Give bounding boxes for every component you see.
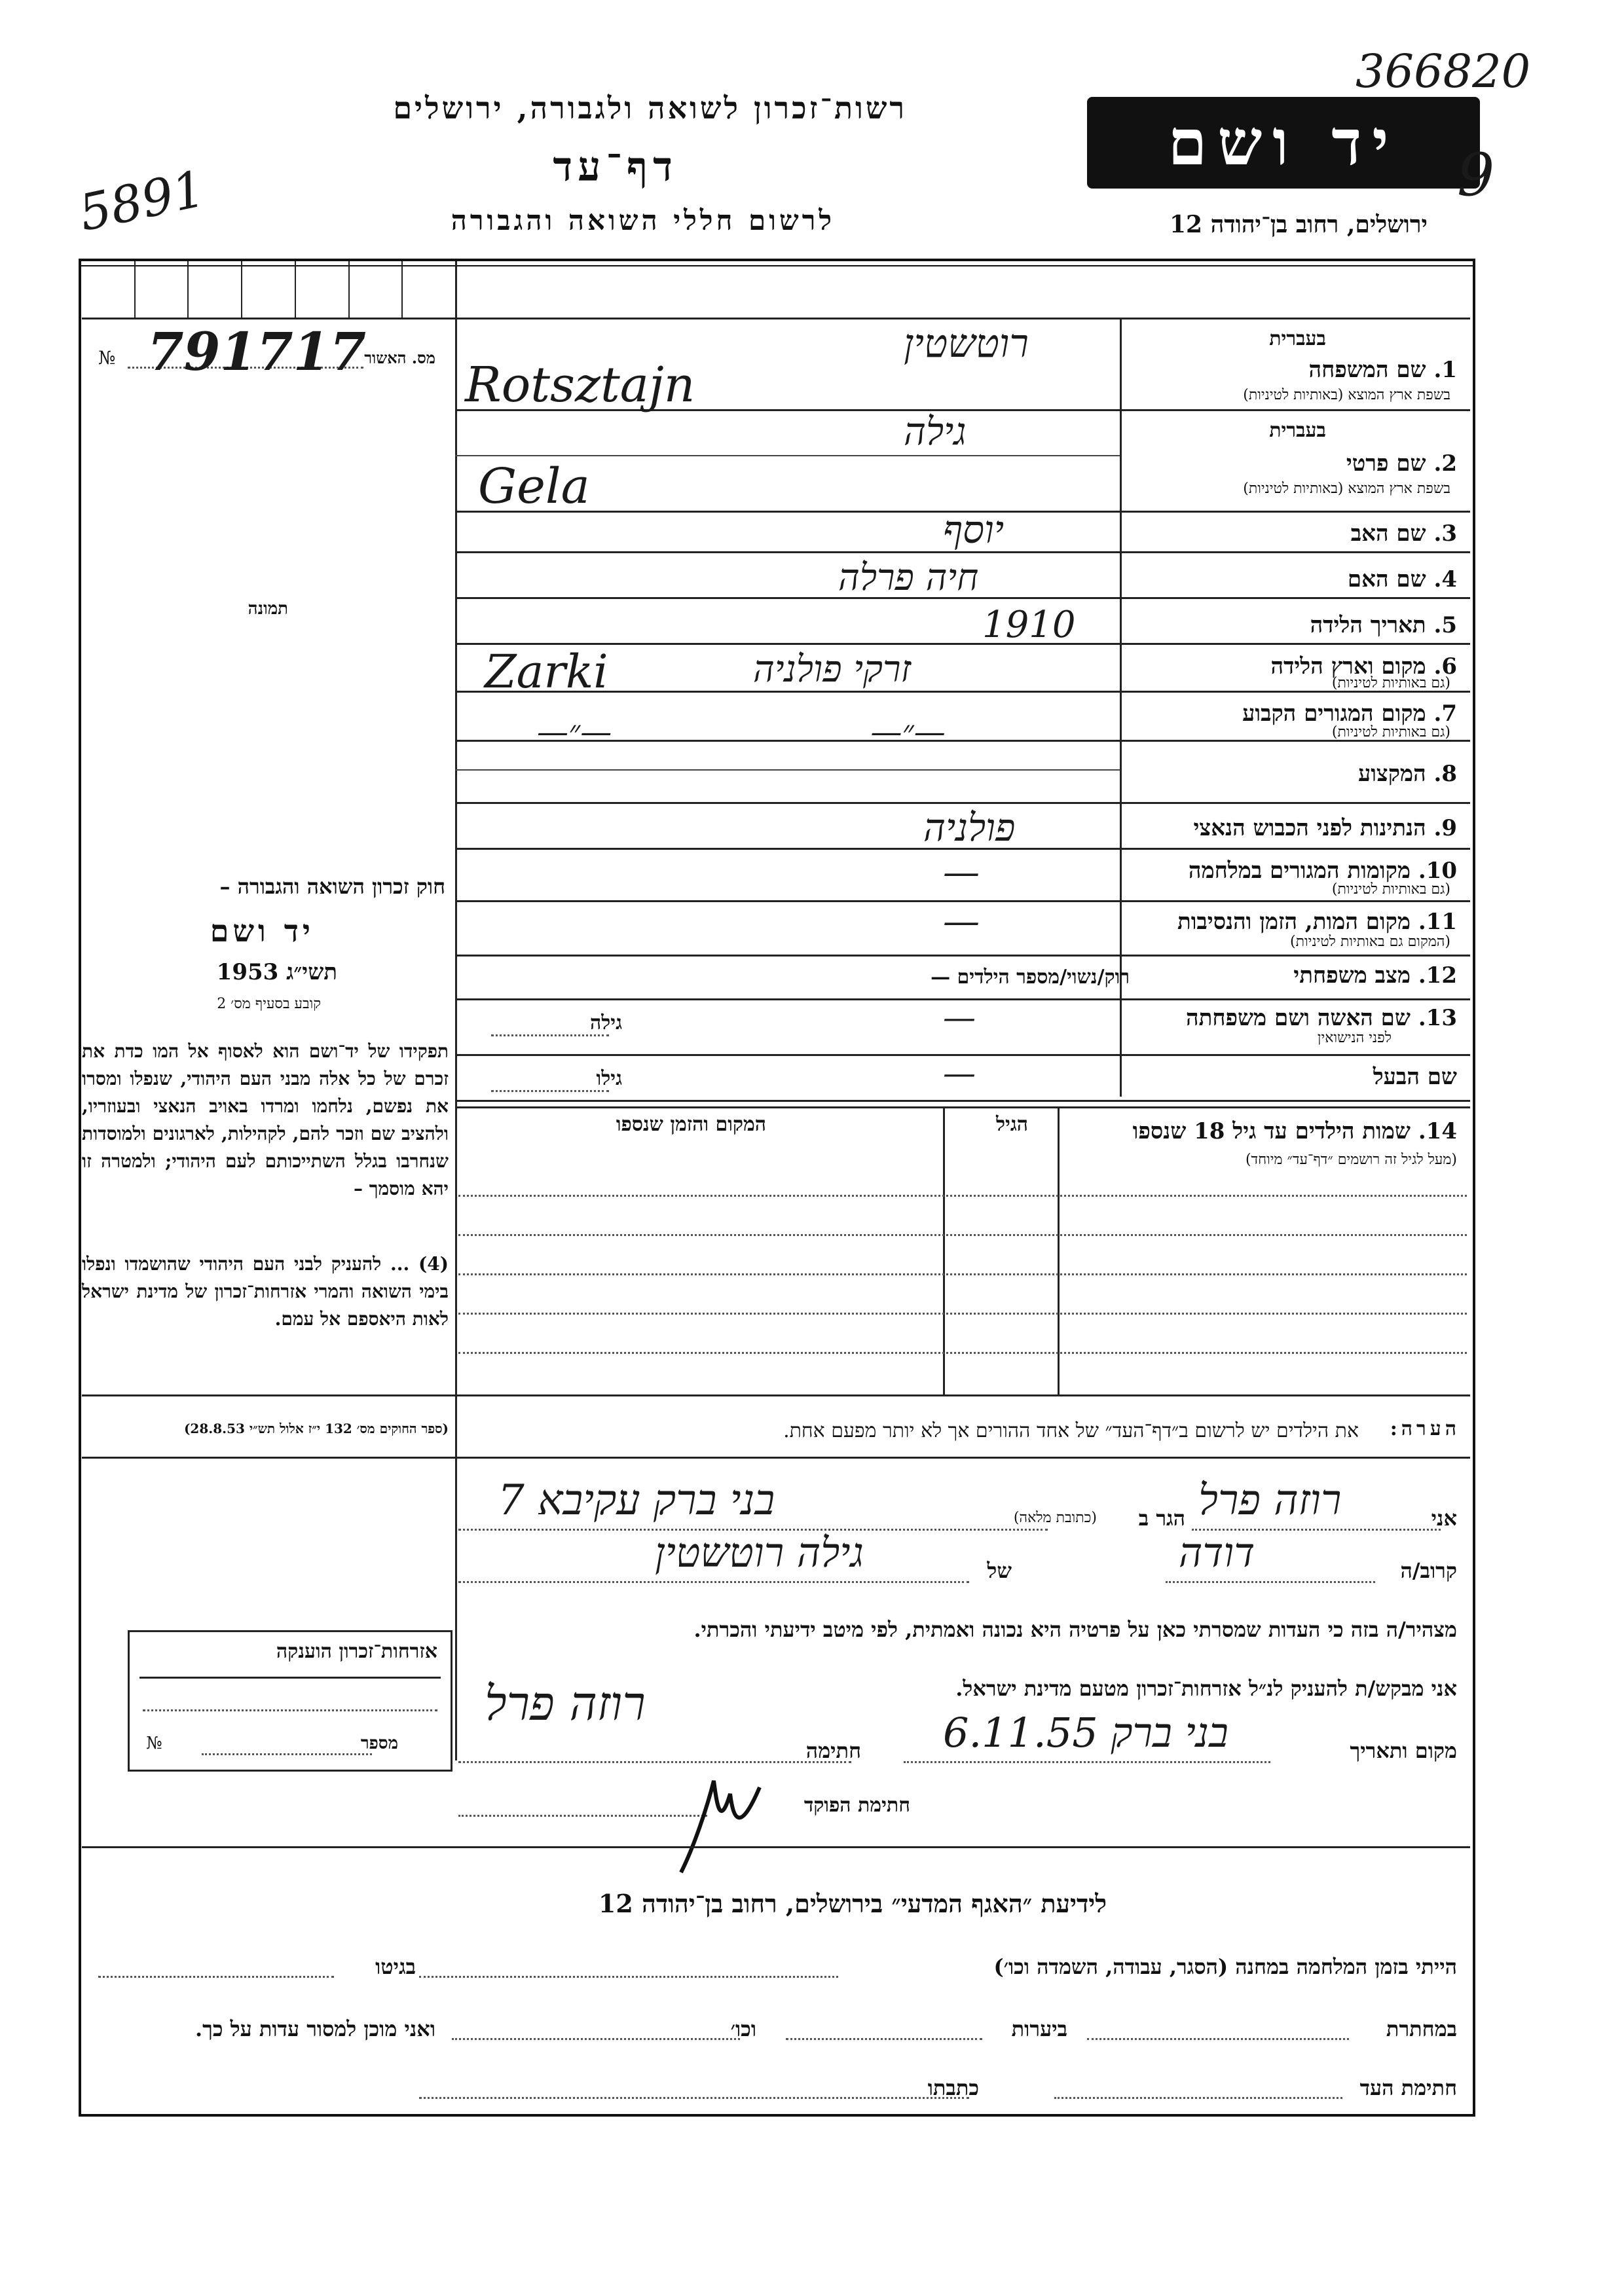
children-label [1133, 1118, 1457, 1144]
field-11-num: 11. [1418, 909, 1457, 935]
husband-extra: גילו [596, 1067, 622, 1090]
decl-relation-label: קרוב/ה [1400, 1558, 1457, 1583]
footer-line-2c: וכו׳ [730, 2016, 756, 2041]
field-2-text: שם פרטי [1346, 450, 1426, 477]
husband-text: שם הבעל [1373, 1064, 1457, 1090]
field-2-value-lat: Gela [478, 458, 590, 515]
field-4-value: חיה פרלה [838, 556, 979, 599]
field-6-num: 6. [1433, 653, 1457, 680]
footer-line-1b: בגיטו [375, 1954, 416, 1979]
field-13-sub: לפני הנישואין [1317, 1030, 1392, 1046]
law-clause: קובע בסעיף מס׳ 2 [217, 996, 321, 1012]
field-12-num: 12. [1418, 962, 1457, 989]
decl-relation-value: דודה [1179, 1529, 1255, 1576]
field-1-sub: בשפת ארץ המוצא (באותיות לטיניות) [1243, 387, 1450, 403]
decl-line-4: אני מבקש/ת להעניק לנ״ל אזרחות־זכרון מטעם מדינת ישראל. [955, 1676, 1457, 1701]
field-8-num: 8. [1433, 761, 1457, 787]
law-year: תשי״ג 1953 [216, 959, 337, 985]
decl-line-3: מצהיר/ה בזה כי העדות שמסרתי כאן על פרטיה היא נכונה ואמתית, לפי מיטב ידיעתי והכרתי. [693, 1617, 1457, 1642]
field-13-num: 13. [1418, 1005, 1457, 1031]
field-9-value: פולניה [923, 805, 1016, 850]
law-title: חוק זכרון השואה והגבורה – [219, 874, 445, 899]
approval-number: 791717 [147, 321, 366, 382]
officer-label: חתימת הפוקד [803, 1794, 910, 1817]
field-3-value: יוסף [943, 507, 1005, 552]
decl-signature-value: רוזה פרל [485, 1676, 646, 1731]
field-11-value: — [943, 900, 980, 943]
law-reference: (ספר החוקים מס׳ 132 י״ז אלול תש״י 28.8.53) [183, 1421, 449, 1436]
footer-line-2d: ואני מוכן למסור עדות על כך. [194, 2016, 435, 2041]
field-9-text: הנתינות לפני הכבוש הנאצי [1193, 815, 1426, 841]
footer-line-2b: ביערות [1011, 2016, 1067, 2041]
field-12-value: רוק/נשוי/מספר הילדים — [931, 966, 1130, 989]
footer-line-3a: חתימת העד [1359, 2075, 1457, 2100]
field-1-text: שם המשפחה [1308, 357, 1426, 383]
children-text: שמות הילדים עד גיל 18 שנספו [1132, 1118, 1411, 1144]
children-col-place: המקום והזמן שנספו [616, 1113, 766, 1136]
field-10-value: — [943, 851, 980, 894]
field-6-sub: (גם באותיות לטיניות) [1331, 675, 1450, 691]
field-7-label [1242, 701, 1457, 727]
field-2-tag: בעברית [1269, 419, 1326, 442]
law-text-2: (4) ... להעניק לבני העם היהודי שהושמדו ונפלו בימי השואה והמרי אזרחות־זכרון של מדינת ישראל לאות היאספם אל עמם. [82, 1253, 449, 1330]
field-13-text: שם האשה ושם משפחתה [1186, 1005, 1411, 1031]
approval-label: מס. האשור [364, 348, 435, 367]
footer-line-2a: במחתרת [1386, 2016, 1457, 2041]
decl-of-value: גילה רוטשטין [655, 1529, 864, 1576]
field-7-num: 7. [1433, 701, 1457, 727]
citizenship-number-label: מספר [360, 1734, 398, 1753]
field-4-text: שם האם [1347, 566, 1426, 592]
page-mark: 9 [1457, 141, 1495, 210]
field-2-num: 2. [1433, 450, 1457, 477]
officer-signature [668, 1768, 773, 1879]
husband-label [1373, 1064, 1457, 1090]
decl-resides-label: הגר ב [1138, 1506, 1185, 1531]
field-12-text: מצב משפחתי [1293, 962, 1411, 989]
citizenship-no-mark: № [146, 1734, 162, 1753]
field-6-value-lat: Zarki [485, 645, 608, 699]
yad-vashem-logo [1087, 97, 1480, 189]
authority-title: רשות־זכרון לשואה ולגבורה, ירושלים [393, 90, 907, 126]
field-1-label [1309, 357, 1457, 383]
field-11-label [1177, 909, 1457, 935]
form-title: דף־עד [553, 143, 678, 191]
decl-i-value: רוזה פרל [1198, 1476, 1342, 1525]
field-9-num: 9. [1433, 815, 1457, 841]
footer-line-1a: הייתי בזמן המלחמה במחנה (הסגר, עבודה, השמדה וכו׳) [993, 1954, 1457, 1979]
field-10-text: מקומות המגורים במלחמה [1188, 858, 1411, 884]
field-13-value: — [943, 998, 976, 1036]
footer-title: לידיעת ״האגף המדעי״ בירושלים, רחוב בן־יהודה 12 [598, 1889, 1107, 1918]
husband-value: — [943, 1054, 976, 1092]
field-12-label [1293, 962, 1457, 989]
field-2-sub: בשפת ארץ המוצא (באותיות לטיניות) [1243, 481, 1450, 497]
field-1-value-lat: Rotsztajn [465, 357, 695, 413]
field-1-value-he: רוטשטין [904, 321, 1029, 367]
field-4-label [1348, 566, 1457, 592]
decl-place-date-value: בני ברק 6.11.55 [943, 1709, 1228, 1757]
note-label: הערה: [1390, 1417, 1460, 1440]
field-1-tag: בעברית [1269, 327, 1326, 350]
no-mark: № [98, 347, 116, 369]
archive-number: 366820 [1356, 45, 1531, 98]
field-3-num: 3. [1433, 520, 1457, 547]
decl-resides-value: בני ברק עקיבא 7 [498, 1476, 775, 1525]
photo-label: תמונה [248, 599, 288, 619]
field-13-label [1186, 1005, 1457, 1031]
field-5-num: 5. [1433, 612, 1457, 638]
field-7-value: —״— —״— [537, 714, 946, 750]
field-5-text: תאריך הלידה [1310, 612, 1426, 638]
field-10-label [1189, 858, 1457, 884]
field-6-text: מקום וארץ הלידה [1270, 653, 1426, 680]
field-7-sub: (גם באותיות לטיניות) [1331, 724, 1450, 740]
field-10-sub: (גם באותיות לטיניות) [1331, 881, 1450, 898]
children-col-age: הגיל [995, 1113, 1028, 1136]
field-11-sub: (המקום גם באותיות לטיניות) [1290, 934, 1450, 950]
children-sub: (מעל לגיל זה רושמים ״דף־עד״ מיוחד) [1245, 1152, 1457, 1168]
ticket-boxes [82, 261, 455, 318]
field-8-text: המקצוע [1357, 761, 1426, 787]
decl-of-label: של [987, 1558, 1012, 1583]
decl-place-date-label: מקום ותאריך [1350, 1738, 1457, 1763]
field-3-text: שם האב [1350, 520, 1426, 547]
field-6-value-he: זרקי פולניה [753, 648, 912, 691]
field-3-label [1351, 520, 1457, 547]
law-logo: יד ושם [210, 913, 314, 949]
field-9-label [1194, 815, 1458, 841]
field-10-num: 10. [1418, 858, 1457, 884]
note-text: את הילדים יש לרשום ב״דף־העד״ של אחד ההורים אך לא יותר מפעם אחת. [783, 1419, 1359, 1442]
children-num: 14. [1418, 1118, 1457, 1144]
logo-text: יד ושם [1168, 105, 1399, 179]
field-2-label [1346, 450, 1457, 477]
field-5-value: 1910 [982, 604, 1076, 646]
field-13-extra: גילה [589, 1011, 622, 1034]
field-7-text: מקום המגורים הקבוע [1242, 701, 1426, 727]
address: ירושלים, רחוב בן־יהודה 12 [1169, 211, 1428, 238]
left-handwritten-mark: 5891 [73, 158, 210, 243]
citizenship-box [128, 1630, 452, 1772]
field-11-text: מקום המות, הזמן והנסיבות [1177, 909, 1411, 935]
law-text-1: תפקידו של יד־ושם הוא לאסוף אל המו כדת את זכרם של כל אלה מבני העם היהודי, שנפלו ומסרו את נפשם, נלחמו ומרדו באויב הנאצי ובעוזריו, ולהציב שם וזכר להם, לקהילות, לארגונים ולמוסדות שנחרבו בגלל השתייכותם לעם היהודי; ולמטרה זו יהא מוסמך – [82, 1040, 449, 1199]
decl-i-label: אני [1431, 1506, 1457, 1531]
field-2-value-he: גילה [904, 409, 967, 454]
field-1-num: 1. [1433, 357, 1457, 383]
citizenship-title: אזרחות־זכרון הוענקה [276, 1640, 437, 1663]
form-subtitle: לרשום חללי השואה והגבורה [451, 204, 835, 236]
field-4-num: 4. [1433, 566, 1457, 592]
decl-signature-label: חתימה [805, 1738, 861, 1763]
footer-line-3b: כתבתו [927, 2075, 979, 2100]
field-5-label [1310, 612, 1457, 638]
decl-resides-sub: (כתובת מלאה) [1013, 1510, 1097, 1526]
field-8-label [1358, 761, 1457, 787]
